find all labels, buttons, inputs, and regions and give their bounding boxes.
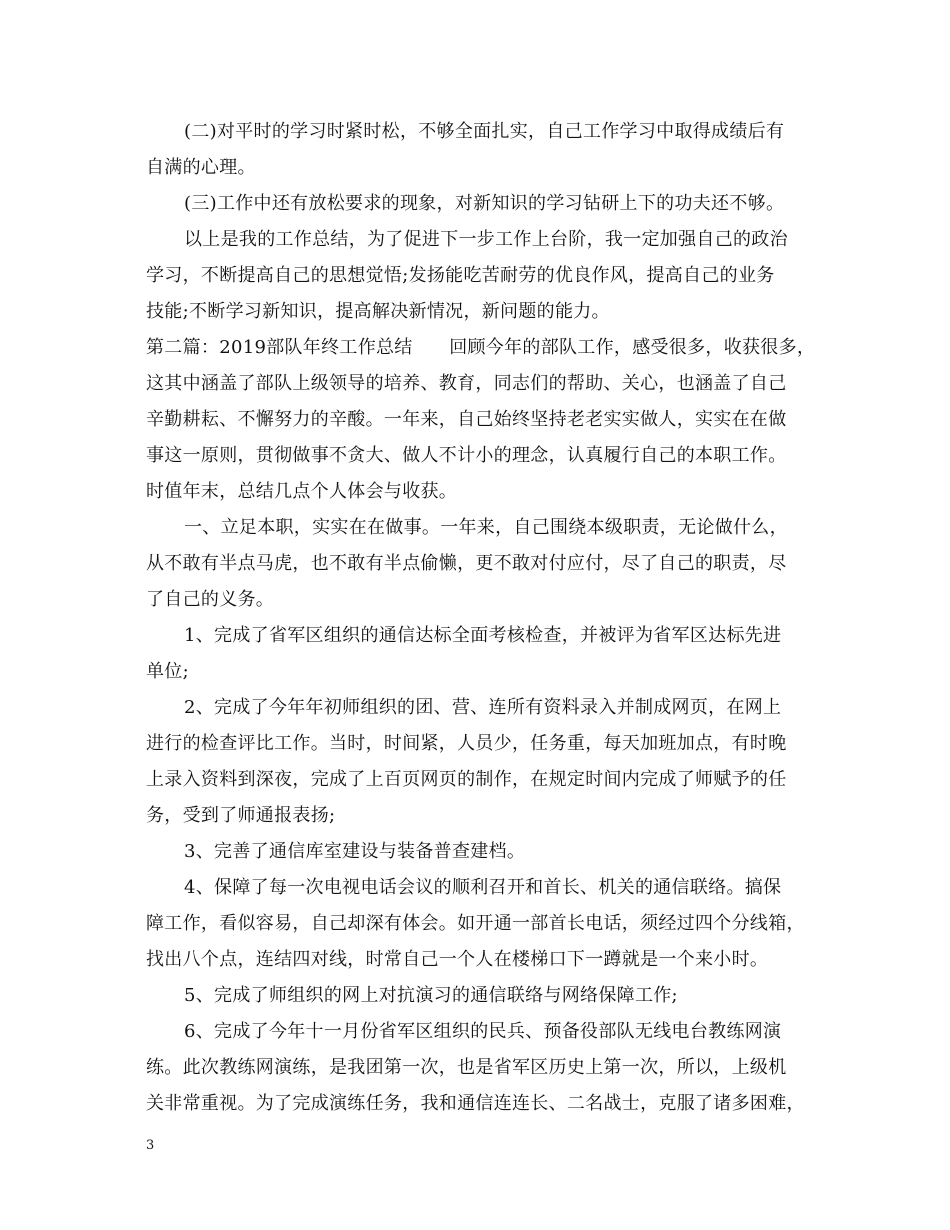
- list-item-line: 6、完成了今年十一月份省军区组织的民兵、预备役部队无线电台教练网演: [184, 1021, 782, 1042]
- text-line: 自满的心理。: [146, 157, 256, 178]
- text-line: (三)工作中还有放松要求的现象，对新知识的学习钻研上下的功夫还不够。: [184, 193, 785, 214]
- text-line: 进行的检查评比工作。当时，时间紧，人员少，任务重，每天加班加点，有时晚: [146, 733, 787, 754]
- text-line: 事这一原则，贯彻做事不贪大、做人不计小的理念，认真履行自己的本职工作。: [146, 445, 787, 466]
- text-line: 学习，不断提高自己的思想觉悟;发扬能吃苦耐劳的优良作风，提高自己的业务: [146, 265, 775, 286]
- text-line: 从不敢有半点马虎，也不敢有半点偷懒，更不敢对付应付，尽了自己的职责，尽: [146, 553, 787, 574]
- text-line: 这其中涵盖了部队上级领导的培养、教育，同志们的帮助、关心，也涵盖了自己: [146, 373, 787, 394]
- text-line: 练。此次教练网演练，是我团第一次，也是省军区历史上第一次，所以，上级机: [146, 1057, 787, 1078]
- text-line: 找出八个点，连结四对线，时常自己一个人在楼梯口下一蹲就是一个来小时。: [146, 949, 769, 970]
- text-line: 时值年末，总结几点个人体会与收获。: [146, 481, 458, 502]
- section-heading-line: 第二篇：2019部队年终工作总结 回顾今年的部队工作，感受很多，收获很多，: [146, 337, 816, 358]
- list-item-line: 2、完成了今年年初师组织的团、营、连所有资料录入并制成网页，在网上: [184, 697, 782, 718]
- list-item-line: 5、完成了师组织的网上对抗演习的通信联络与网络保障工作;: [184, 985, 678, 1006]
- text-line: 辛勤耕耘、不懈努力的辛酸。一年来，自己始终坚持老老实实做人，实实在在做: [146, 409, 787, 430]
- text-line: 以上是我的工作总结，为了促进下一步工作上台阶，我一定加强自己的政治: [184, 229, 788, 250]
- list-item-line: 3、完善了通信库室建设与装备普查建档。: [184, 841, 526, 862]
- text-line: 技能;不断学习新知识，提高解决新情况，新问题的能力。: [146, 301, 610, 322]
- text-line: 单位;: [146, 661, 189, 682]
- page-number: 3: [146, 1138, 155, 1153]
- text-line: (二)对平时的学习时紧时松，不够全面扎实，自己工作学习中取得成绩后有: [184, 121, 785, 142]
- text-line: 关非常重视。为了完成演练任务，我和通信连连长、二名战士，克服了诸多困难，: [146, 1093, 805, 1114]
- list-item-line: 1、完成了省军区组织的通信达标全面考核检查，并被评为省军区达标先进: [184, 625, 782, 646]
- text-line: 一、立足本职，实实在在做事。一年来，自己围绕本级职责，无论做什么，: [184, 517, 788, 538]
- text-line: 务，受到了师通报表扬;: [146, 805, 336, 826]
- text-line: 上录入资料到深夜，完成了上百页网页的制作，在规定时间内完成了师赋予的任: [146, 769, 787, 790]
- text-line: 障工作，看似容易，自己却深有体会。如开通一部首长电话，须经过四个分线箱，: [146, 913, 805, 934]
- list-item-line: 4、保障了每一次电视电话会议的顺利召开和首长、机关的通信联络。搞保: [184, 877, 782, 898]
- text-line: 了自己的义务。: [146, 589, 275, 610]
